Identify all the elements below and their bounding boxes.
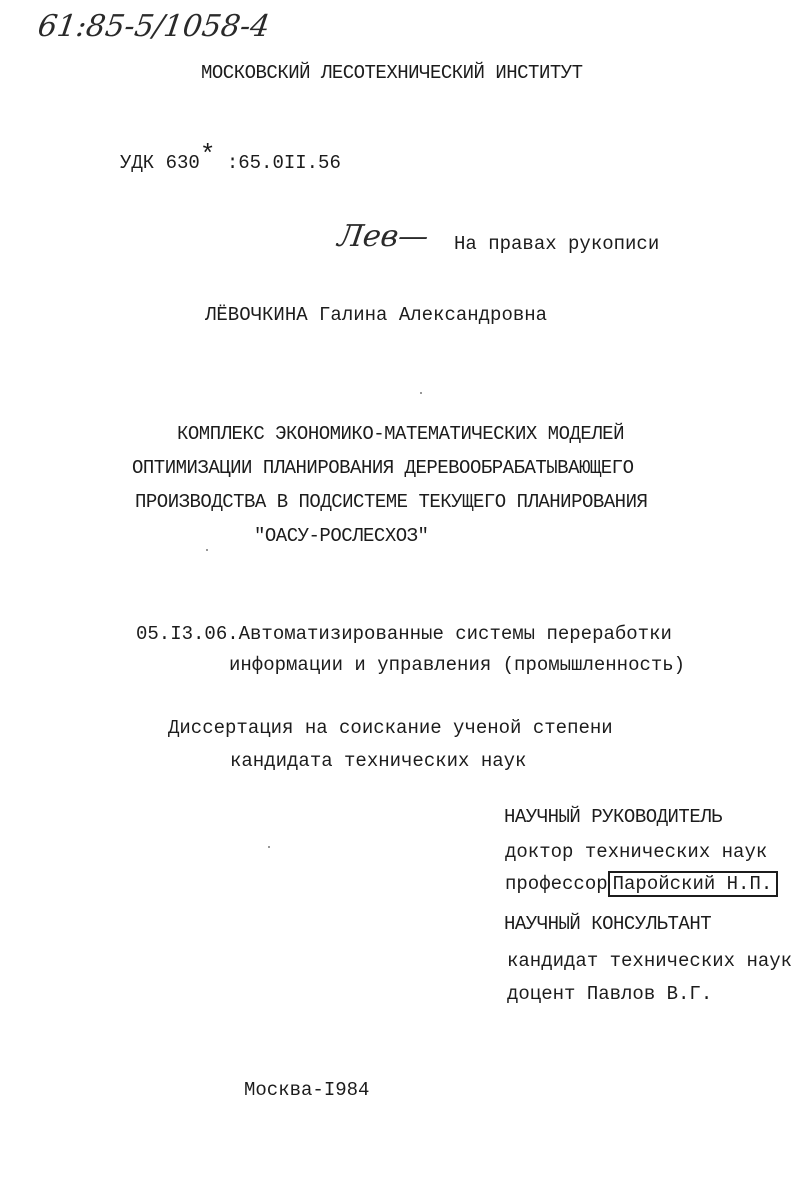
udk-prefix: УДК 630 xyxy=(120,152,200,174)
supervisor-degree: доктор технических наук xyxy=(505,841,768,863)
supervisor-rank: профессор xyxy=(505,873,608,895)
consultant-rank-name: доцент Павлов В.Г. xyxy=(507,983,713,1005)
consultant-degree: кандидат технических наук xyxy=(507,950,793,972)
institute-name: МОСКОВСКИЙ ЛЕСОТЕХНИЧЕСКИЙ ИНСТИТУТ xyxy=(201,62,583,84)
manuscript-rights-note: На правах рукописи xyxy=(454,233,660,255)
degree-line-1: Диссертация на соискание ученой степени xyxy=(168,717,613,739)
udk-star: * xyxy=(199,140,216,170)
udk-suffix: :65.0II.56 xyxy=(226,152,341,174)
specialty-line-2: информации и управления (промышленность) xyxy=(229,654,686,676)
degree-line-2: кандидата технических наук xyxy=(230,750,527,772)
supervisor-rank-name xyxy=(505,873,778,895)
scan-speck xyxy=(206,549,208,551)
supervisor-heading: НАУЧНЫЙ РУКОВОДИТЕЛЬ xyxy=(504,806,723,828)
author-signature: Лев— xyxy=(335,219,431,254)
title-line-1: КОМПЛЕКС ЭКОНОМИКО-МАТЕМАТИЧЕСКИХ МОДЕЛЕЙ xyxy=(177,423,624,445)
consultant-heading: НАУЧНЫЙ КОНСУЛЬТАНТ xyxy=(504,913,712,935)
archive-code-handwritten: 61:85-5/1058-4 xyxy=(35,9,272,44)
title-line-3: ПРОИЗВОДСТВА В ПОДСИСТЕМЕ ТЕКУЩЕГО ПЛАНИРОВАНИЯ xyxy=(135,491,648,513)
udk-code xyxy=(120,140,341,174)
specialty-line-1: 05.I3.06.Автоматизированные системы переработки xyxy=(136,623,672,645)
supervisor-name-boxed: Паройский Н.П. xyxy=(608,871,779,897)
title-line-4: "ОАСУ-РОСЛЕСХОЗ" xyxy=(254,525,429,547)
scan-speck xyxy=(420,392,422,394)
scan-speck xyxy=(268,846,270,848)
place-and-year: Москва-I984 xyxy=(244,1079,370,1101)
author-name: ЛЁВОЧКИНА Галина Александровна xyxy=(205,304,548,326)
title-line-2: ОПТИМИЗАЦИИ ПЛАНИРОВАНИЯ ДЕРЕВООБРАБАТЫВАЮЩЕГО xyxy=(132,457,634,479)
